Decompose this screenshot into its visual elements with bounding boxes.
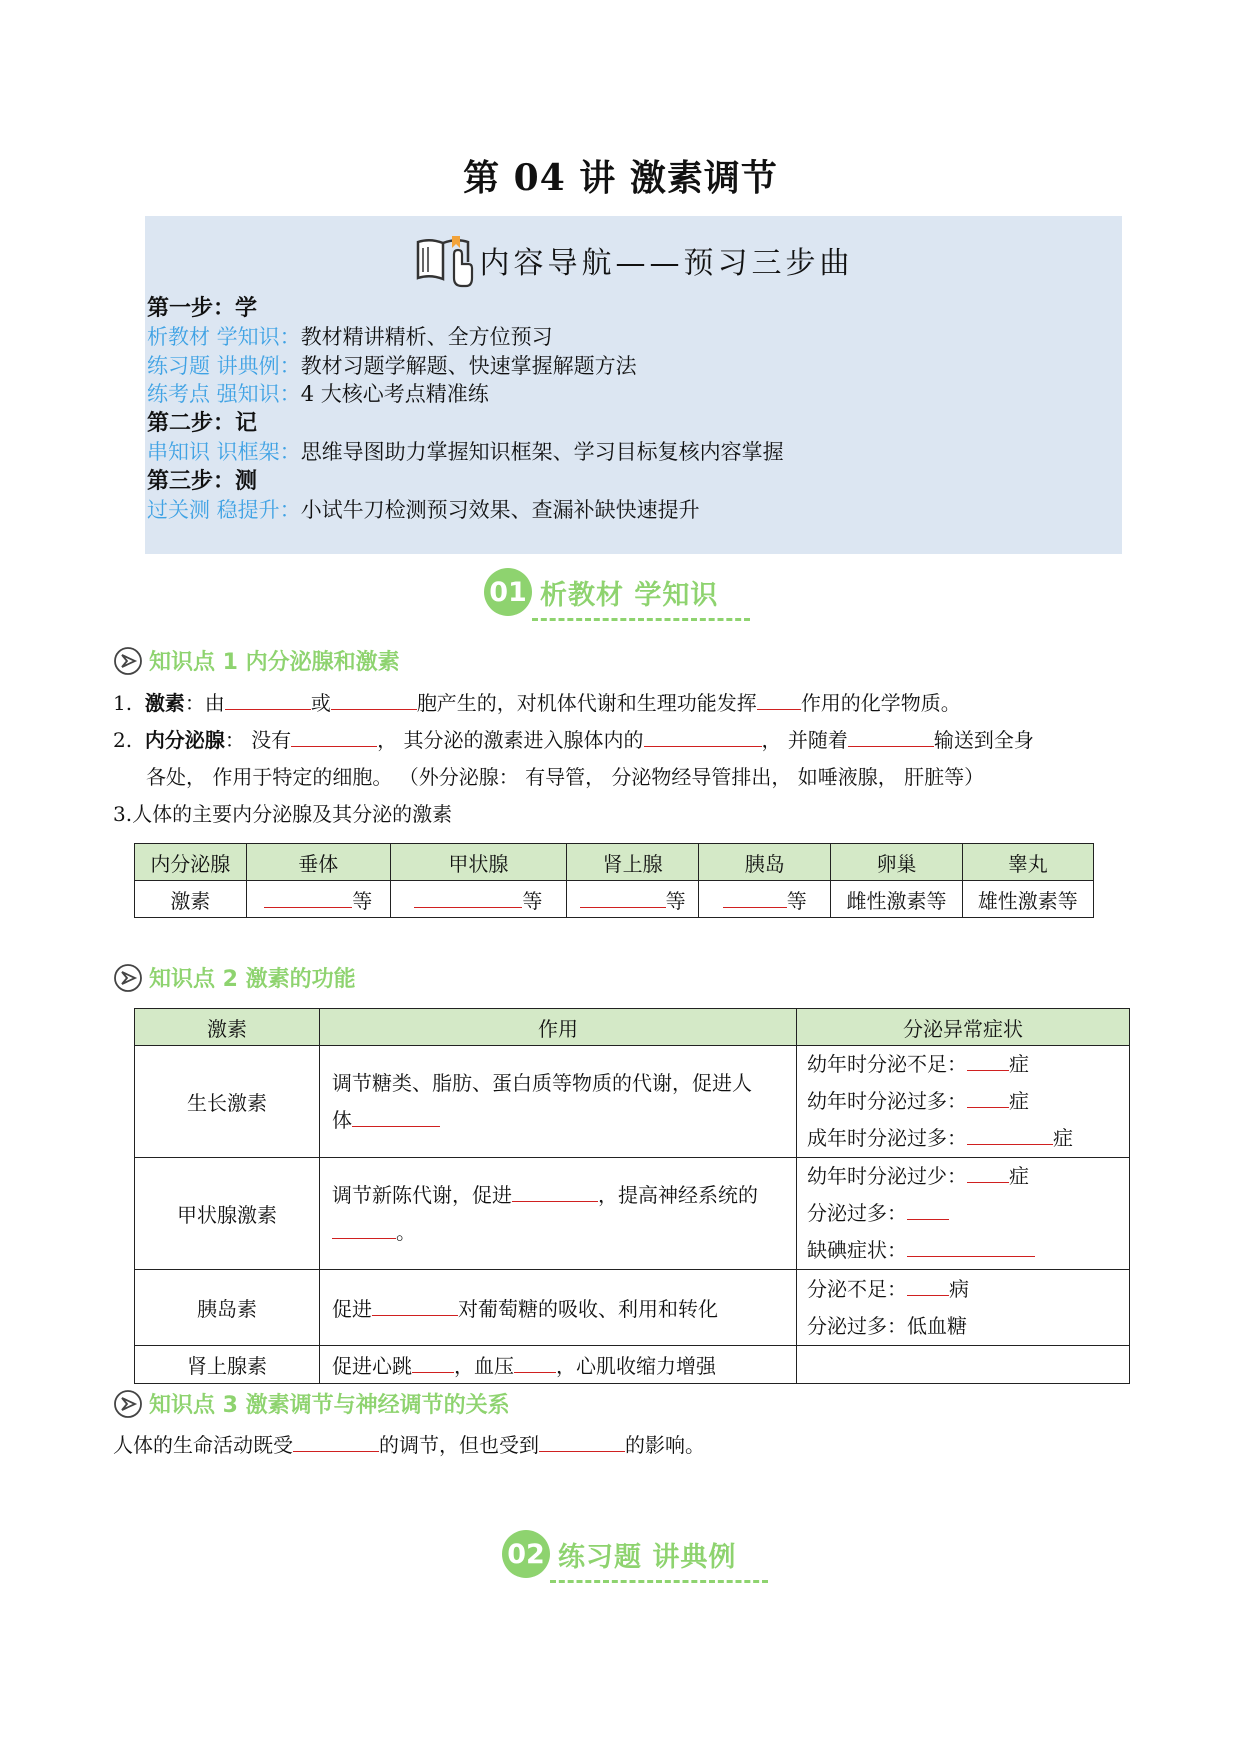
text: 症 — [1053, 1126, 1073, 1150]
nav-value: 4 大核心考点精准练 — [300, 382, 489, 407]
text-line — [332, 1102, 792, 1139]
text: ： 没有 — [224, 728, 292, 752]
text: 等 — [522, 888, 543, 913]
fill-blank[interactable] — [907, 1238, 1035, 1257]
kp1-title: 知识点 1 内分泌腺和激素 — [149, 650, 400, 675]
fill-blank[interactable] — [412, 1354, 454, 1373]
kp1-paragraph-2 — [113, 722, 1123, 759]
table-header-cell: 内分泌腺 — [135, 844, 247, 881]
gland-hormone-table — [134, 843, 1094, 918]
kp1-heading — [113, 645, 400, 676]
kp3-heading — [113, 1388, 510, 1419]
table-cell — [320, 1158, 797, 1270]
table-cell — [797, 1346, 1130, 1384]
text: 成年时分泌过多： — [807, 1126, 967, 1150]
fill-blank[interactable] — [414, 889, 522, 908]
list-num: 2. — [113, 728, 133, 752]
text: 等 — [665, 888, 686, 913]
fill-blank[interactable] — [352, 1108, 440, 1127]
text-line — [332, 1214, 792, 1251]
term-hormone: 激素 — [144, 691, 185, 715]
table-row — [135, 1346, 1130, 1384]
text: 幼年时分泌不足： — [807, 1052, 967, 1076]
table-header-cell: 胰岛 — [699, 844, 831, 881]
nav-value: 小试牛刀检测预习效果、查漏补缺快速提升 — [300, 497, 700, 522]
nav-line — [147, 352, 784, 381]
text-line — [807, 1158, 1125, 1195]
text: 作用的化学物质。 — [800, 691, 961, 715]
table-header-cell: 肾上腺 — [566, 844, 698, 881]
text: 病 — [949, 1276, 969, 1301]
table-cell — [566, 881, 698, 918]
table-cell — [390, 881, 566, 918]
kp3-paragraph — [113, 1427, 705, 1464]
text: 等 — [352, 888, 373, 913]
fill-blank[interactable] — [580, 889, 666, 908]
table-row — [135, 1046, 1130, 1158]
text: 的影响。 — [625, 1433, 705, 1457]
text: 调节新陈代谢，促进 — [332, 1182, 512, 1207]
kp2-heading — [113, 962, 356, 993]
table-header-row — [135, 844, 1094, 881]
fill-blank[interactable] — [372, 1297, 458, 1316]
text: ，提高神经系统的 — [598, 1182, 758, 1207]
nav-value: 教材精讲精析、全方位预习 — [300, 324, 553, 349]
fill-blank[interactable] — [332, 1220, 396, 1239]
table-cell — [246, 881, 390, 918]
table-header-cell: 甲状腺 — [390, 844, 566, 881]
text: 输送到全身 — [933, 728, 1034, 752]
fill-blank[interactable] — [225, 691, 311, 710]
table-header-cell: 垂体 — [246, 844, 390, 881]
text: ，心肌收缩力增强 — [556, 1354, 716, 1378]
text: 分泌不足： — [807, 1276, 907, 1301]
fill-blank[interactable] — [723, 889, 787, 908]
book-hand-icon — [414, 232, 476, 288]
text-line — [807, 1120, 1125, 1157]
text-line — [332, 1177, 792, 1214]
nav-header — [145, 230, 1122, 290]
fill-blank[interactable] — [907, 1277, 949, 1296]
table-header-cell: 睾丸 — [962, 844, 1093, 881]
fill-blank[interactable] — [264, 889, 352, 908]
arrow-circle-icon — [113, 963, 143, 993]
fill-blank[interactable] — [644, 728, 762, 747]
fill-blank[interactable] — [331, 691, 417, 710]
text: 分泌过多： — [807, 1201, 907, 1225]
text: 人体的生命活动既受 — [113, 1433, 293, 1457]
fill-blank[interactable] — [291, 728, 377, 747]
table-cell — [797, 1046, 1130, 1158]
text: 症 — [1009, 1052, 1029, 1076]
table-header-cell: 卵巢 — [831, 844, 962, 881]
text: 促进 — [332, 1297, 372, 1321]
nav-step-2: 第二步：记 — [147, 410, 258, 437]
text-line — [807, 1046, 1125, 1083]
table-row — [135, 881, 1094, 918]
table-cell — [320, 1270, 797, 1346]
content-nav-box — [145, 216, 1122, 554]
text: ， 并随着 — [761, 728, 848, 752]
nav-key: 串知识 识框架： — [147, 439, 301, 464]
hormone-name: 甲状腺激素 — [135, 1158, 320, 1270]
text-line — [807, 1271, 1125, 1308]
text: 对葡萄糖的吸收、利用和转化 — [458, 1297, 718, 1321]
nav-key: 过关测 稳提升： — [147, 497, 301, 522]
text: 分泌过多：低血糖 — [807, 1313, 967, 1338]
nav-value: 教材习题学解题、快速掌握解题方法 — [300, 353, 637, 378]
table-cell — [320, 1346, 797, 1384]
table-cell — [699, 881, 831, 918]
nav-heading: 内容导航——预习三步曲 — [479, 246, 854, 281]
kp1-paragraph-3: 3.人体的主要内分泌腺及其分泌的激素 — [113, 802, 453, 826]
fill-blank[interactable] — [967, 1164, 1009, 1183]
nav-line — [147, 380, 784, 409]
section-underline — [532, 618, 750, 621]
kp1-paragraph-1 — [113, 685, 1123, 722]
hormone-name: 生长激素 — [135, 1046, 320, 1158]
row-label: 激素 — [135, 881, 247, 918]
text: 的调节，但也受到 — [379, 1433, 539, 1457]
kp2-title: 知识点 2 激素的功能 — [149, 967, 356, 992]
section-number: 02 — [502, 1530, 550, 1578]
text-line — [807, 1083, 1125, 1120]
text: 幼年时分泌过多： — [807, 1089, 967, 1113]
section-01-badge — [484, 568, 718, 616]
nav-key: 练考点 强知识： — [147, 382, 301, 407]
text: ：由 — [184, 691, 225, 715]
page-title: 第 04 讲 激素调节 — [463, 157, 778, 199]
nav-value: 思维导图助力掌握知识框架、学习目标复核内容掌握 — [300, 439, 784, 464]
table-header-row — [135, 1009, 1130, 1046]
section-02-badge — [502, 1530, 736, 1578]
nav-line — [147, 438, 784, 467]
text-line — [807, 1195, 1125, 1232]
text: 缺碘症状： — [807, 1238, 907, 1262]
fill-blank[interactable] — [848, 728, 934, 747]
arrow-circle-icon — [113, 646, 143, 676]
nav-line — [147, 496, 784, 525]
hormone-function-table — [134, 1008, 1130, 1384]
text-line — [807, 1232, 1125, 1269]
nav-lines — [147, 294, 784, 524]
text: ， 其分泌的激素进入腺体内的 — [377, 728, 644, 752]
section-label: 析教材 学知识 — [540, 579, 719, 611]
text: 体 — [332, 1107, 352, 1132]
table-cell — [797, 1158, 1130, 1270]
table-cell — [320, 1046, 797, 1158]
nav-step-3: 第三步：测 — [147, 467, 258, 494]
fill-blank[interactable] — [967, 1126, 1053, 1145]
table-cell: 雌性激素等 — [831, 881, 962, 918]
table-cell — [797, 1270, 1130, 1346]
table-header-cell: 分泌异常症状 — [797, 1009, 1130, 1046]
arrow-circle-icon — [113, 1389, 143, 1419]
text: 症 — [1009, 1089, 1029, 1113]
table-header-cell: 作用 — [320, 1009, 797, 1046]
text: 症 — [1009, 1164, 1029, 1188]
text: 。 — [396, 1219, 416, 1244]
fill-blank[interactable] — [907, 1201, 949, 1220]
fill-blank[interactable] — [757, 691, 801, 710]
section-label: 练习题 讲典例 — [558, 1541, 737, 1573]
list-num: 1. — [113, 691, 133, 715]
term-endocrine-gland: 内分泌腺 — [144, 728, 225, 752]
fill-blank[interactable] — [967, 1089, 1009, 1108]
text: 促进心跳 — [332, 1354, 412, 1378]
fill-blank[interactable] — [514, 1354, 556, 1373]
fill-blank[interactable] — [512, 1183, 598, 1202]
table-row — [135, 1270, 1130, 1346]
hormone-name: 肾上腺素 — [135, 1346, 320, 1384]
fill-blank[interactable] — [293, 1433, 379, 1452]
table-cell: 雄性激素等 — [962, 881, 1093, 918]
text: 胞产生的，对机体代谢和生理功能发挥 — [416, 691, 757, 715]
fill-blank[interactable] — [967, 1052, 1009, 1071]
nav-key: 析教材 学知识： — [147, 324, 301, 349]
nav-step-1: 第一步：学 — [147, 295, 258, 321]
text: 调节糖类、脂肪、蛋白质等物质的代谢，促进人 — [332, 1070, 752, 1095]
kp3-title: 知识点 3 激素调节与神经调节的关系 — [149, 1393, 510, 1418]
fill-blank[interactable] — [539, 1433, 625, 1452]
text: 等 — [786, 888, 807, 913]
hormone-name: 胰岛素 — [135, 1270, 320, 1346]
section-underline — [550, 1580, 768, 1583]
text: 或 — [310, 691, 331, 715]
table-header-cell: 激素 — [135, 1009, 320, 1046]
nav-key: 练习题 讲典例： — [147, 353, 301, 378]
nav-line — [147, 323, 784, 352]
table-row — [135, 1158, 1130, 1270]
text: 幼年时分泌过少： — [807, 1164, 967, 1188]
kp1-paragraph-2-cont: 各处， 作用于特定的细胞。 （外分泌腺： 有导管， 分泌物经导管排出， 如唾液腺， 肝脏等） — [146, 765, 985, 789]
text: ，血压 — [454, 1354, 514, 1378]
section-number: 01 — [484, 568, 532, 616]
